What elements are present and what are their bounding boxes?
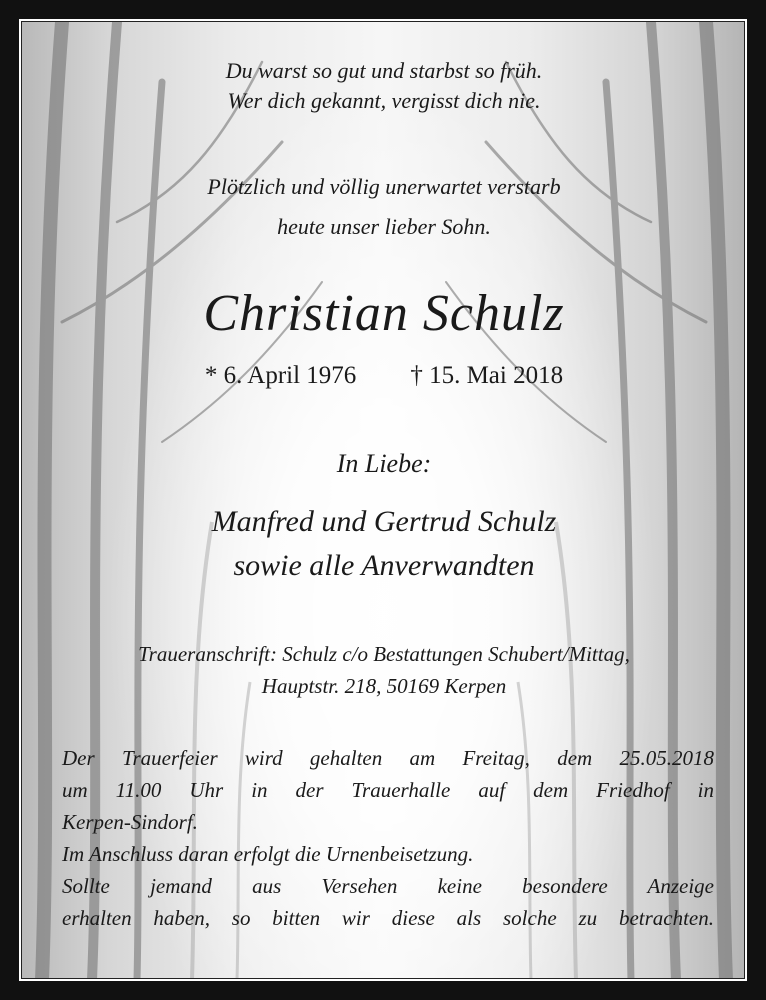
verse-line: Wer dich gekannt, vergisst dich nie. <box>227 88 541 113</box>
death-date: † 15. Mai 2018 <box>410 362 564 389</box>
mourners-line: sowie alle Anverwandten <box>233 549 535 582</box>
mourning-address <box>22 638 745 702</box>
ceremony-details <box>62 742 714 934</box>
address-line: Hauptstr. 218, 50169 Kerpen <box>261 674 507 698</box>
announcement-line: heute unser lieber Sohn. <box>277 214 491 239</box>
birth-date: * 6. April 1976 <box>204 362 357 389</box>
obituary-panel <box>21 21 745 979</box>
deceased-name: Christian Schulz <box>203 285 565 342</box>
address-line: Traueranschrift: Schulz c/o Bestattungen Schubert/Mittag, <box>138 642 630 666</box>
announcement-line: Plötzlich und völlig unerwartet verstarb <box>207 174 561 199</box>
mourners-line: Manfred und Gertrud Schulz <box>211 505 557 538</box>
ceremony-line: Sollte jemand aus Versehen keine besondere Anzeige <box>62 874 714 898</box>
life-dates <box>22 360 745 392</box>
ceremony-line: um 11.00 Uhr in der Trauerhalle auf dem Friedhof in <box>62 778 714 802</box>
announcement-text <box>22 167 745 247</box>
verse-line: Du warst so gut und starbst so früh. <box>225 58 543 83</box>
ceremony-line: Kerpen-Sindorf. <box>62 810 198 834</box>
opening-verse <box>22 56 745 116</box>
inner-white-margin <box>19 19 747 981</box>
ceremony-line: Der Trauerfeier wird gehalten am Freitag, dem 25.05.2018 <box>62 746 714 770</box>
mourners <box>22 500 745 588</box>
ceremony-line: erhalten haben, so bitten wir diese als solche zu betrachten. <box>62 906 714 930</box>
ceremony-line: Im Anschluss daran erfolgt die Urnenbeisetzung. <box>62 842 474 866</box>
in-love-heading: In Liebe: <box>336 449 432 478</box>
